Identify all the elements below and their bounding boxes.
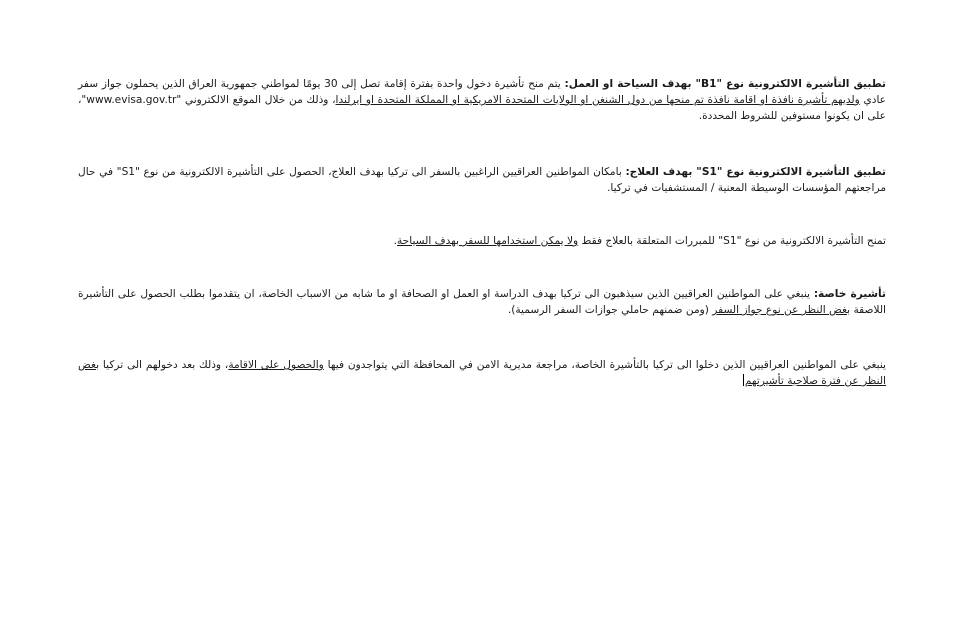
s1-note-restriction: ولا يمكن استخدامها للسفر بهدف السياحة [396,235,579,247]
special-visa-end: (ومن ضمنهم حاملي جوازات السفر الرسمية). [507,304,713,316]
s1-note-end: . [393,235,397,247]
special-visa-text: ينبغي على المواطنين العراقيين الذين سيذهبون الى تركيا بهدف الدراسة او العمل او الصحافة او ما شابه من الاسباب الخاصة، ان يتقدموا بطلب الحصول على التأشيرة اللاصقة [78,288,886,316]
evisa-b1-text-a: يتم منح تأشيرة دخول واحدة بفترة إقامة تصل إلى 30 يومًا لمواطني جمهورية العراق الذين يحملون جواز سفر عادي [78,78,886,106]
residence-text: ينبغي على المواطنين العراقيين الذين دخلوا الى تركيا بالتأشيرة الخاصة، مراجعة مديرية الامن في المحافظة التي يتواجدون فيها [323,359,886,371]
paragraph-evisa-b1 [78,76,886,124]
evisa-b1-heading: تطبيق التأشيرة الالكترونية نوع "B1" بهدف السياحة او العمل: [564,78,887,90]
evisa-b1-condition: ولديهم تأشيرة نافذة او اقامة نافذة تم منحها من دول الشنغن او الولايات المتحدة الامريكية او المملكة المتحدة او ايرلندا [335,94,860,106]
s1-note-text: تمنح التأشيرة الالكترونية من نوع "S1" للمبررات المتعلقة بالعلاج فقط [578,235,886,247]
paragraph-special-visa [78,286,886,318]
special-visa-heading: تأشيرة خاصة: [813,288,886,300]
paragraph-residence [78,357,886,389]
residence-text-b: ، وذلك بعد دخولهم الى تركيا [99,359,229,371]
special-visa-passport-note: بغض النظر عن نوع جواز السفر [712,304,851,316]
evisa-b1-text-c: "، على [78,94,886,122]
evisa-website-link[interactable]: www.evisa.gov.tr [86,94,177,106]
evisa-b1-text-d: ان يكونوا مستوفين للشروط المحددة. [698,110,864,122]
residence-validity: بغض النظر عن فترة صلاحية تأشيرتهم [78,359,886,387]
evisa-s1-heading: تطبيق التأشيرة الالكترونية نوع "S1" بهدف العلاج: [625,166,886,178]
evisa-b1-text-b: ، وذلك من خلال الموقع الالكتروني " [176,94,336,106]
paragraph-s1-note [78,233,886,249]
residence-obtain: والحصول على الاقامة [228,359,324,371]
text-cursor [743,374,744,386]
evisa-s1-text: بامكان المواطنين العراقيين الراغبين بالسفر الى تركيا بهدف العلاج، الحصول على التأشيرة الالكترونية من نوع "S1" في حال مراجعتهم المؤسسات الوسيطة المعنية / المستشفيات في تركيا. [78,166,886,194]
paragraph-evisa-s1 [78,164,886,196]
